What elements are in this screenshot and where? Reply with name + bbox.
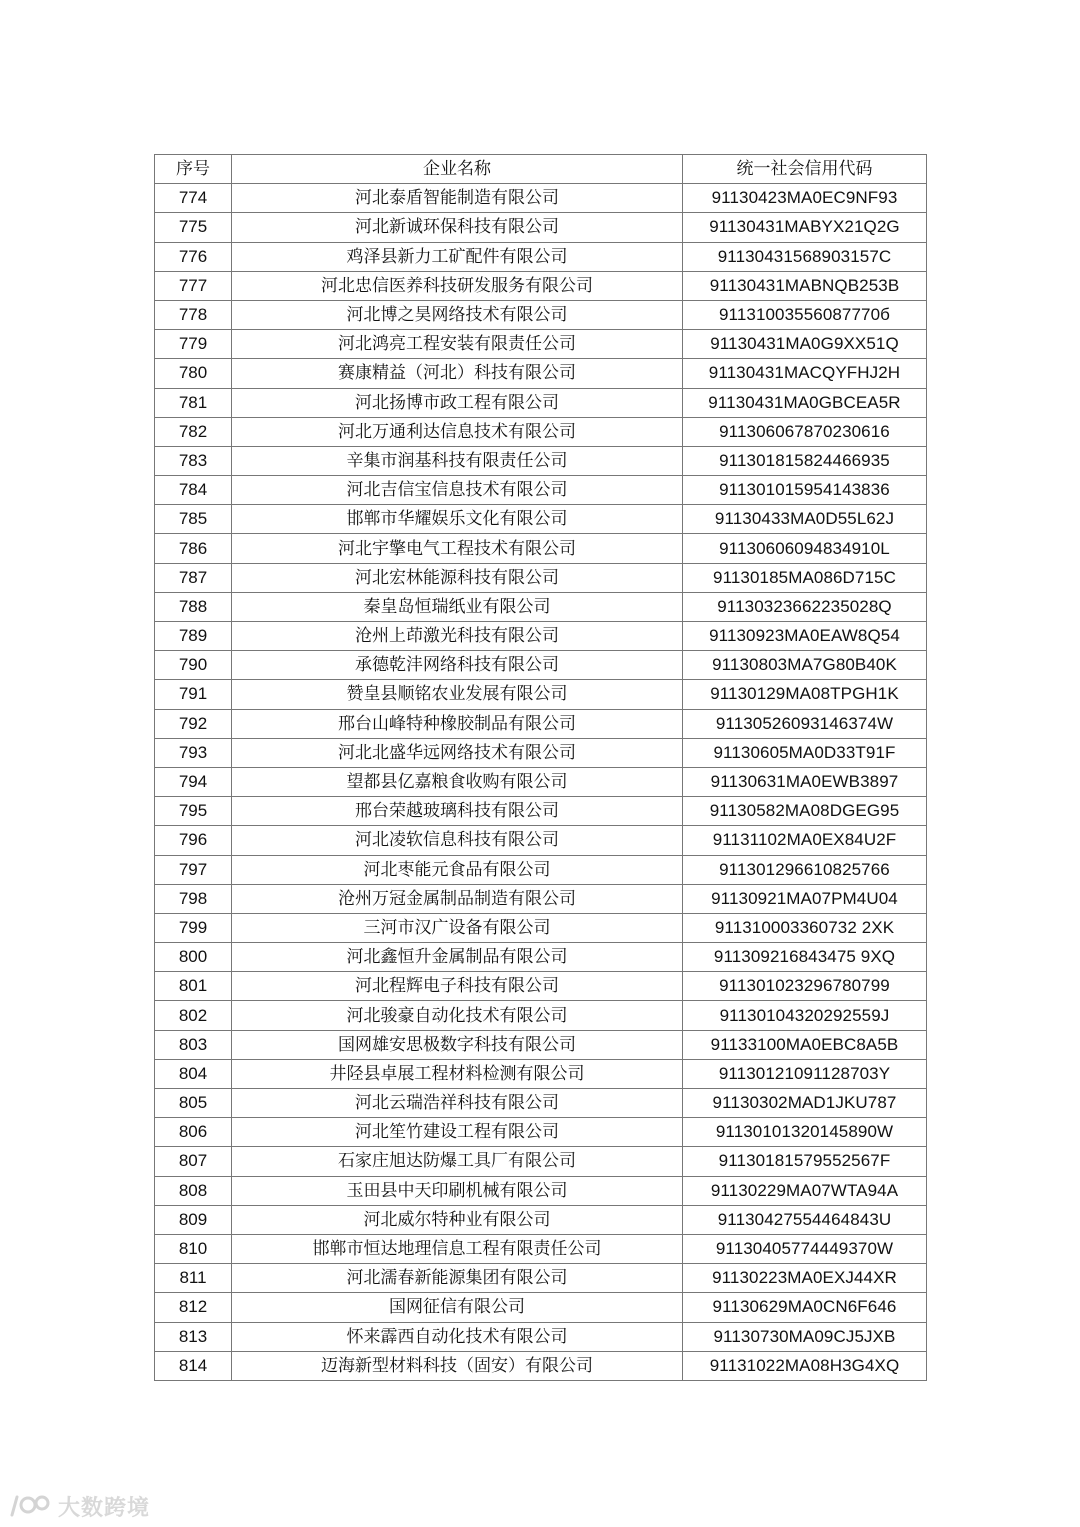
- row-seq: 783: [155, 446, 232, 475]
- table-row: [155, 388, 927, 417]
- row-seq: 787: [155, 563, 232, 592]
- table-row: [155, 913, 927, 942]
- row-company-name: 赞皇县顺铭农业发展有限公司: [232, 680, 683, 709]
- row-seq: 794: [155, 767, 232, 796]
- table-row: [155, 271, 927, 300]
- row-credit-code: 91130223MA0EXJ44XR: [683, 1264, 927, 1293]
- row-seq: 781: [155, 388, 232, 417]
- row-credit-code: 91131022MA08H3G4XQ: [683, 1351, 927, 1380]
- row-company-name: 河北枣能元食品有限公司: [232, 855, 683, 884]
- row-credit-code: 911301015954143836: [683, 476, 927, 505]
- table-row: [155, 972, 927, 1001]
- table-row: [155, 1059, 927, 1088]
- row-seq: 790: [155, 651, 232, 680]
- row-seq: 798: [155, 884, 232, 913]
- row-credit-code: 91130121091128703Y: [683, 1059, 927, 1088]
- table-row: [155, 184, 927, 213]
- row-company-name: 国网雄安思极数字科技有限公司: [232, 1030, 683, 1059]
- table-row: [155, 1351, 927, 1380]
- table-row: [155, 446, 927, 475]
- row-company-name: 河北威尔特种业有限公司: [232, 1205, 683, 1234]
- table-row: [155, 1030, 927, 1059]
- table-row: [155, 709, 927, 738]
- row-credit-code: 91130582MA08DGEG95: [683, 797, 927, 826]
- row-company-name: 河北新诚环保科技有限公司: [232, 213, 683, 242]
- row-credit-code: 911309216843475 9XQ: [683, 943, 927, 972]
- table-row: [155, 1322, 927, 1351]
- row-credit-code: 91130431MA0GBCEA5R: [683, 388, 927, 417]
- row-credit-code: 91130181579552567F: [683, 1147, 927, 1176]
- row-company-name: 河北云瑞浩祥科技有限公司: [232, 1089, 683, 1118]
- table-row: [155, 505, 927, 534]
- table-row: [155, 417, 927, 446]
- row-company-name: 邢台荣越玻璃科技有限公司: [232, 797, 683, 826]
- row-company-name: 邯郸市华耀娱乐文化有限公司: [232, 505, 683, 534]
- table-row: [155, 622, 927, 651]
- row-credit-code: 91133100MA0EBC8A5B: [683, 1030, 927, 1059]
- row-seq: 802: [155, 1001, 232, 1030]
- table-row: [155, 767, 927, 796]
- table-row: [155, 826, 927, 855]
- row-credit-code: 91130433MA0D55L62J: [683, 505, 927, 534]
- row-seq: 796: [155, 826, 232, 855]
- row-credit-code: 911301023296780799: [683, 972, 927, 1001]
- table-row: [155, 359, 927, 388]
- row-company-name: 辛集市润基科技有限责任公司: [232, 446, 683, 475]
- row-credit-code: 91130129MA08TPGH1K: [683, 680, 927, 709]
- row-company-name: 河北笙竹建设工程有限公司: [232, 1118, 683, 1147]
- row-credit-code: 91131003556087770б: [683, 300, 927, 329]
- row-seq: 774: [155, 184, 232, 213]
- table-row: [155, 680, 927, 709]
- row-company-name: 河北濡春新能源集团有限公司: [232, 1264, 683, 1293]
- row-credit-code: 91130323662235028Q: [683, 592, 927, 621]
- row-credit-code: 91130423MA0EC9NF93: [683, 184, 927, 213]
- header-company-name: 企业名称: [232, 155, 683, 184]
- row-company-name: 河北吉信宝信息技术有限公司: [232, 476, 683, 505]
- row-credit-code: 91130302MAD1JKU787: [683, 1089, 927, 1118]
- row-credit-code: 91130104320292559J: [683, 1001, 927, 1030]
- row-credit-code: 91130431MA0G9XX51Q: [683, 330, 927, 359]
- table-row: [155, 738, 927, 767]
- table-header: [155, 155, 927, 184]
- table-body: [155, 184, 927, 1381]
- row-company-name: 沧州万冠金属制品制造有限公司: [232, 884, 683, 913]
- row-seq: 807: [155, 1147, 232, 1176]
- row-company-name: 石家庄旭达防爆工具厂有限公司: [232, 1147, 683, 1176]
- row-company-name: 河北宇擎电气工程技术有限公司: [232, 534, 683, 563]
- table-row: [155, 1001, 927, 1030]
- row-seq: 810: [155, 1234, 232, 1263]
- row-seq: 785: [155, 505, 232, 534]
- row-company-name: 河北程辉电子科技有限公司: [232, 972, 683, 1001]
- row-seq: 789: [155, 622, 232, 651]
- watermark: [8, 1488, 150, 1524]
- table-row: [155, 534, 927, 563]
- row-credit-code: 91130606094834910L: [683, 534, 927, 563]
- header-credit-code: 统一社会信用代码: [683, 155, 927, 184]
- row-credit-code: 91130431568903157C: [683, 242, 927, 271]
- row-seq: 804: [155, 1059, 232, 1088]
- row-company-name: 三河市汉广设备有限公司: [232, 913, 683, 942]
- row-credit-code: 91131102MA0EX84U2F: [683, 826, 927, 855]
- row-company-name: 河北忠信医养科技研发服务有限公司: [232, 271, 683, 300]
- row-seq: 812: [155, 1293, 232, 1322]
- row-company-name: 国网征信有限公司: [232, 1293, 683, 1322]
- row-credit-code: 911306067870230616: [683, 417, 927, 446]
- row-credit-code: 91130605MA0D33T91F: [683, 738, 927, 767]
- row-seq: 806: [155, 1118, 232, 1147]
- row-credit-code: 911301815824466935: [683, 446, 927, 475]
- table-row: [155, 1205, 927, 1234]
- table-row: [155, 213, 927, 242]
- row-company-name: 沧州上茚激光科技有限公司: [232, 622, 683, 651]
- row-company-name: 井陉县卓展工程材料检测有限公司: [232, 1059, 683, 1088]
- row-company-name: 赛康精益（河北）科技有限公司: [232, 359, 683, 388]
- table-row: [155, 797, 927, 826]
- row-company-name: 河北鸿亮工程安装有限责任公司: [232, 330, 683, 359]
- row-seq: 784: [155, 476, 232, 505]
- watermark-logo-icon: [8, 1491, 52, 1521]
- row-company-name: 河北宏林能源科技有限公司: [232, 563, 683, 592]
- row-credit-code: 91130431MABNQB253B: [683, 271, 927, 300]
- row-seq: 811: [155, 1264, 232, 1293]
- table-row: [155, 592, 927, 621]
- table-row: [155, 242, 927, 271]
- row-company-name: 怀来霹西自动化技术有限公司: [232, 1322, 683, 1351]
- table-row: [155, 1147, 927, 1176]
- row-credit-code: 91130803MA7G80B40K: [683, 651, 927, 680]
- row-seq: 813: [155, 1322, 232, 1351]
- row-seq: 799: [155, 913, 232, 942]
- row-seq: 786: [155, 534, 232, 563]
- row-credit-code: 91130631MA0EWB3897: [683, 767, 927, 796]
- row-company-name: 河北万通利达信息技术有限公司: [232, 417, 683, 446]
- row-seq: 792: [155, 709, 232, 738]
- row-company-name: 迈海新型材料科技（固安）有限公司: [232, 1351, 683, 1380]
- row-seq: 795: [155, 797, 232, 826]
- row-credit-code: 91130921MA07PM4U04: [683, 884, 927, 913]
- table-row: [155, 855, 927, 884]
- table-row: [155, 300, 927, 329]
- row-company-name: 河北博之昊网络技术有限公司: [232, 300, 683, 329]
- row-seq: 800: [155, 943, 232, 972]
- row-company-name: 秦皇岛恒瑞纸业有限公司: [232, 592, 683, 621]
- row-company-name: 河北骏豪自动化技术有限公司: [232, 1001, 683, 1030]
- row-seq: 809: [155, 1205, 232, 1234]
- row-seq: 793: [155, 738, 232, 767]
- row-seq: 777: [155, 271, 232, 300]
- row-seq: 801: [155, 972, 232, 1001]
- header-seq: 序号: [155, 155, 232, 184]
- table-row: [155, 1234, 927, 1263]
- row-seq: 775: [155, 213, 232, 242]
- watermark-text: 大数跨境: [58, 1495, 151, 1521]
- row-company-name: 邯郸市恒达地理信息工程有限责任公司: [232, 1234, 683, 1263]
- row-credit-code: 91130229MA07WTA94A: [683, 1176, 927, 1205]
- header-row: [155, 155, 927, 184]
- row-seq: 814: [155, 1351, 232, 1380]
- table-row: [155, 1118, 927, 1147]
- row-company-name: 河北扬博市政工程有限公司: [232, 388, 683, 417]
- row-credit-code: 91130405774449370W: [683, 1234, 927, 1263]
- row-seq: 808: [155, 1176, 232, 1205]
- row-company-name: 河北泰盾智能制造有限公司: [232, 184, 683, 213]
- row-credit-code: 91130431MACQYFHJ2H: [683, 359, 927, 388]
- row-credit-code: 91130526093146374W: [683, 709, 927, 738]
- row-credit-code: 91130427554464843U: [683, 1205, 927, 1234]
- table-row: [155, 476, 927, 505]
- row-seq: 803: [155, 1030, 232, 1059]
- table-row: [155, 1293, 927, 1322]
- table-row: [155, 884, 927, 913]
- row-seq: 776: [155, 242, 232, 271]
- row-credit-code: 91130923MA0EAW8Q54: [683, 622, 927, 651]
- table-row: [155, 943, 927, 972]
- row-credit-code: 91130185MA086D715C: [683, 563, 927, 592]
- row-company-name: 邢台山峰特种橡胶制品有限公司: [232, 709, 683, 738]
- table-row: [155, 651, 927, 680]
- row-company-name: 河北凌软信息科技有限公司: [232, 826, 683, 855]
- company-table: [154, 154, 927, 1381]
- row-seq: 805: [155, 1089, 232, 1118]
- row-seq: 778: [155, 300, 232, 329]
- row-seq: 780: [155, 359, 232, 388]
- row-seq: 782: [155, 417, 232, 446]
- row-company-name: 河北鑫恒升金属制品有限公司: [232, 943, 683, 972]
- row-company-name: 河北北盛华远网络技术有限公司: [232, 738, 683, 767]
- row-company-name: 承德乾沣网络科技有限公司: [232, 651, 683, 680]
- table-row: [155, 1264, 927, 1293]
- row-company-name: 玉田县中天印刷机械有限公司: [232, 1176, 683, 1205]
- row-credit-code: 91130101320145890W: [683, 1118, 927, 1147]
- row-credit-code: 911310003360732 2XK: [683, 913, 927, 942]
- table-row: [155, 1089, 927, 1118]
- table-row: [155, 1176, 927, 1205]
- table-row: [155, 563, 927, 592]
- row-company-name: 望都县亿嘉粮食收购有限公司: [232, 767, 683, 796]
- row-credit-code: 91130730MA09CJ5JXB: [683, 1322, 927, 1351]
- table-row: [155, 330, 927, 359]
- row-seq: 797: [155, 855, 232, 884]
- row-credit-code: 91130431MABYX21Q2G: [683, 213, 927, 242]
- row-credit-code: 91130629MA0CN6F646: [683, 1293, 927, 1322]
- row-seq: 779: [155, 330, 232, 359]
- row-company-name: 鸡泽县新力工矿配件有限公司: [232, 242, 683, 271]
- row-seq: 788: [155, 592, 232, 621]
- row-seq: 791: [155, 680, 232, 709]
- row-credit-code: 911301296610825766: [683, 855, 927, 884]
